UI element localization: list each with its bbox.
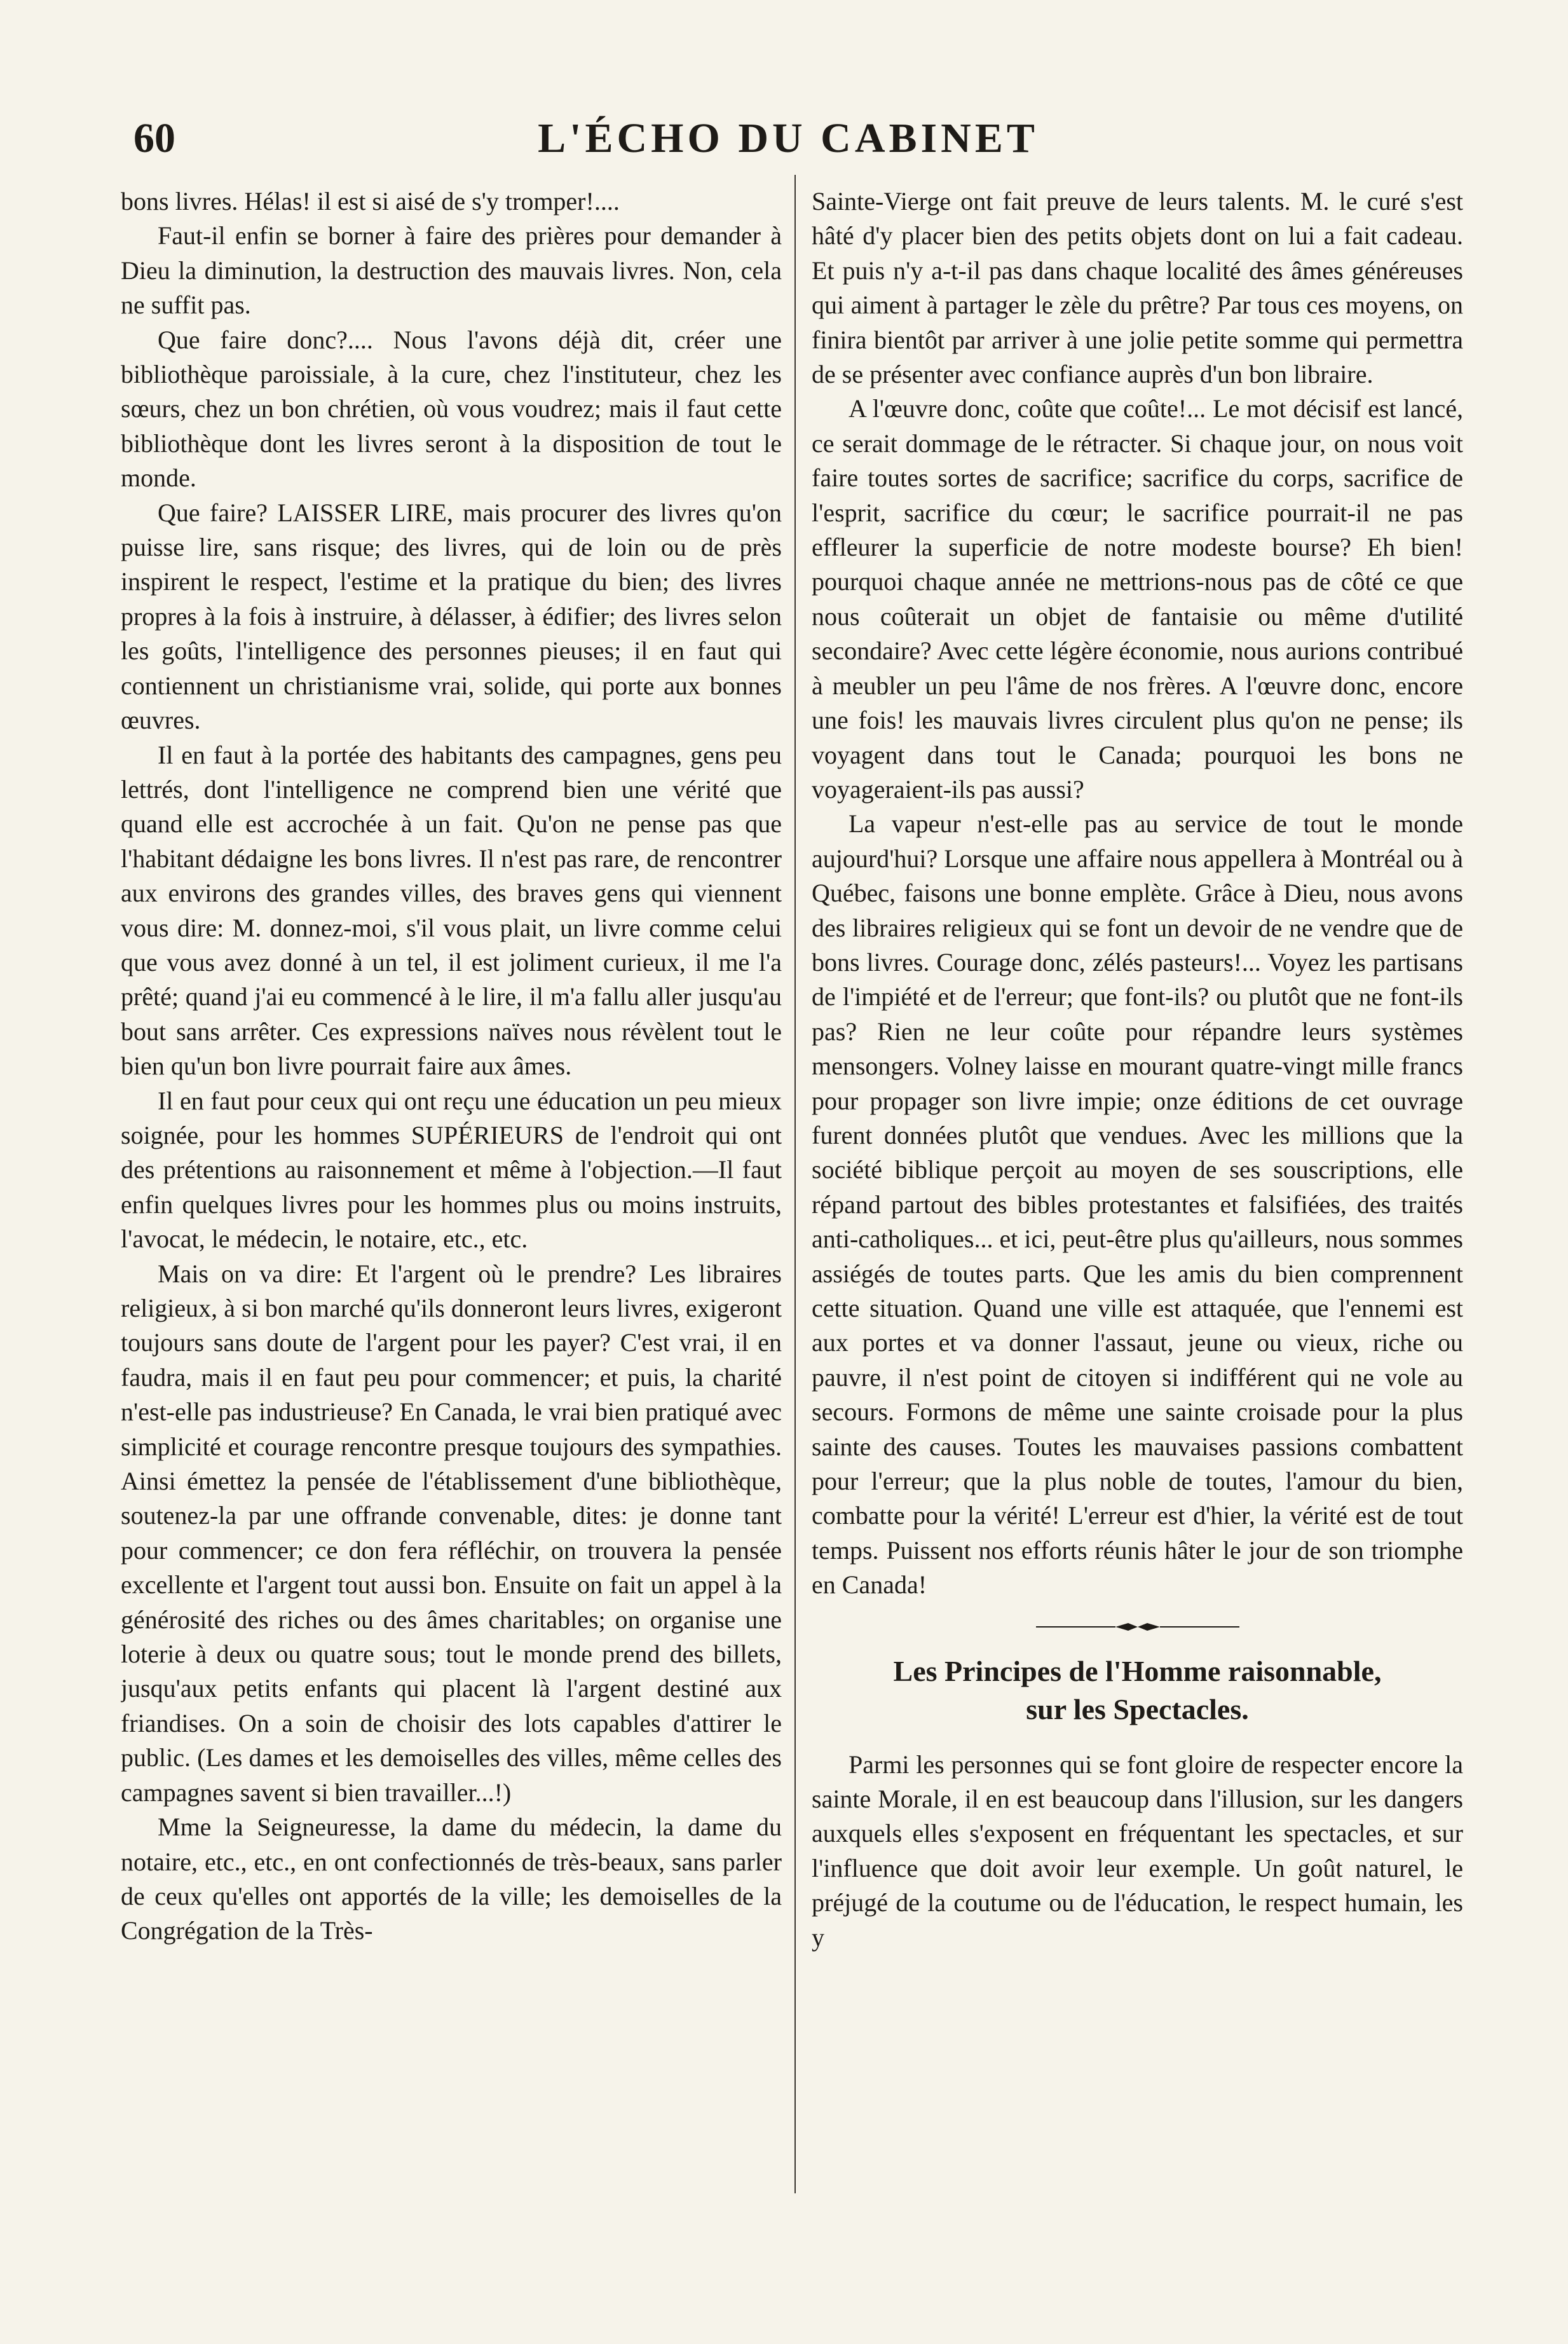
paragraph: Mme la Seigneuresse, la dame du médecin, la dame du notaire, etc., etc., en ont confectionnés de très-beaux, sans parler de ceux qu'elles ont apportés de la ville; les demoiselles de la Congrégation de la Très-: [121, 1813, 782, 1945]
page-header: [121, 102, 1456, 172]
ornament-rule-icon: [1036, 1621, 1239, 1633]
paragraph: Faut-il enfin se borner à faire des prières pour demander à Dieu la diminution, la destruction des mauvais livres. Non, cela ne suffit pas.: [121, 221, 782, 320]
paragraph: bons livres. Hélas! il est si aisé de s'y tromper!....: [121, 187, 620, 216]
paragraph: Que faire? LAISSER LIRE, mais procurer des livres qu'on puisse lire, sans risque; des livres, qui de loin ou de près inspirent le respect, l'estime et la pratique du bien; des livres propres à la fois à instruire, à délasser, à édifier; des livres selon les goûts, l'intelligence des personnes pieuses; il en faut qui contiennent un christianisme vrai, solide, qui porte aux bonnes œuvres.: [121, 498, 782, 735]
paragraph: Parmi les personnes qui se font gloire de respecter encore la sainte Morale, il en est beaucoup dans l'illusion, sur les dangers auxquels elles s'exposent en fréquentant les spectacles, et sur l'influence que doit avoir leur exemple. Un goût naturel, le préjugé de la coutume ou de l'éducation, le respect humain, les y: [812, 1750, 1463, 1952]
section-divider-ornament: [1036, 1621, 1239, 1633]
left-column: [121, 184, 782, 2193]
paragraph: Que faire donc?.... Nous l'avons déjà dit, créer une bibliothèque paroissiale, à la cure, chez l'instituteur, chez les sœurs, chez un bon chrétien, où vous voudrez; mais il faut cette bibliothèque dont les livres seront à la disposition de tout le monde.: [121, 325, 782, 493]
paragraph: Il en faut à la portée des habitants des campagnes, gens peu lettrés, dont l'intelligence ne comprend bien une vérité que quand elle est accrochée à un fait. Qu'on ne pense pas que l'habitant dédaigne les bons livres. Il n'est pas rare, de rencontrer aux environs des grandes villes, des braves gens qui viennent vous dire: M. donnez-moi, s'il vous plait, un livre comme celui que vous avez donné à un tel, il est joliment curieux, il me l'a prêté; quand j'ai eu commencé à le lire, il m'a fallu aller jusqu'au bout sans arrêter. Ces expressions naïves nous révèlent tout le bien qu'un bon livre pourrait faire aux âmes.: [121, 740, 782, 1081]
journal-title: L'ÉCHO DU CABINET: [538, 115, 1039, 161]
paragraph: Il en faut pour ceux qui ont reçu une éducation un peu mieux soignée, pour les hommes SUPÉRIEURS de l'endroit qui ont des prétentions au raisonnement et même à l'objection.—Il faut enfin quelques livres pour les hommes plus ou moins instruits, l'avocat, le médecin, le notaire, etc., etc.: [121, 1086, 782, 1254]
right-column: [794, 175, 1463, 2193]
section-title-line: sur les Spectacles.: [1026, 1692, 1249, 1725]
paragraph: La vapeur n'est-elle pas au service de tout le monde aujourd'hui? Lorsque une affaire nous appellera à Montréal ou à Québec, faisons une bonne emplète. Grâce à Dieu, nous avons des libraires religieux qui se font un devoir de ne vendre que de bons livres. Courage donc, zélés pasteurs!... Voyez les partisans de l'impiété et de l'erreur; que font-ils? ou plutôt que ne font-ils pas? Rien ne leur coûte pour répandre leurs systèmes mensongers. Volney laisse en mourant quatre-vingt mille francs pour propager son livre impie; onze éditions de cet ouvrage furent données plutôt que vendues. Avec les millions que la société biblique perçoit au moyen de ses souscriptions, elle répand partout des bibles protestantes et falsifiées, des traités anti-catholiques... et ici, peut-être plus qu'ailleurs, nous sommes assiégés de toutes parts. Que les amis du bien comprennent cette situation. Quand une ville est attaquée, que l'ennemi est aux portes et va donner l'assaut, jeune ou vieux, riche ou pauvre, il n'est point de citoyen si indifférent qui ne vole au secours. Formons de même une sainte croisade pour la plus sainte des causes. Toutes les mauvaises passions combattent pour l'erreur; que la plus noble de toutes, l'amour du bien, combatte pour la vérité! L'erreur est d'hier, la vérité est de tout temps. Puissent nos efforts réunis hâter le jour de son triomphe en Canada!: [812, 809, 1463, 1600]
page-number: 60: [133, 115, 175, 161]
paragraph: A l'œuvre donc, coûte que coûte!... Le mot décisif est lancé, ce serait dommage de le rétracter. Si chaque jour, on nous voit faire toutes sortes de sacrifice; sacrifice du corps, sacrifice de l'esprit, sacrifice du cœur; le sacrifice pourrait-il ne pas effleurer la superficie de notre modeste bourse? Eh bien! pourquoi chaque année ne mettrions-nous pas de côté ce que nous coûterait un objet de fantaisie ou même d'utilité secondaire? Avec cette légère économie, nous aurions contribué à meubler un peu l'âme de nos frères. A l'œuvre donc, encore une fois! les mauvais livres circulent plus qu'on ne pense; ils voyagent dans tout le Canada; pourquoi les bons ne voyageraient-ils pas aussi?: [812, 394, 1463, 804]
section-title: [812, 1652, 1463, 1729]
paragraph: Mais on va dire: Et l'argent où le prendre? Les libraires religieux, à si bon marché qu'ils donneront leurs livres, exigeront toujours sans doute de l'argent pour les payer? C'est vrai, il en faudra, mais il en faut peu pour commencer; et puis, la charité n'est-elle pas industrieuse? En Canada, le vrai bien pratiqué avec simplicité et courage rencontre presque toujours des sympathies. Ainsi émettez la pensée de l'établissement d'une bibliothèque, soutenez-la par une offrande convenable, dites: je donne tant pour commencer; ce don fera réfléchir, on trouvera la pensée excellente et l'argent tout aussi bon. Ensuite on fait un appel à la générosité des riches ou des âmes charitables; on organise une loterie à deux ou quatre sous; tout le monde prend des billets, jusqu'aux petits enfants qui placent là l'argent destiné aux friandises. On a soin de choisir des lots capables d'attirer le public. (Les dames et les demoiselles des villes, même celles des campagnes savent si bien travailler...!): [121, 1259, 782, 1807]
paragraph: Sainte-Vierge ont fait preuve de leurs talents. M. le curé s'est hâté d'y placer bien des petits objets dont on lui a fait cadeau. Et puis n'y a-t-il pas dans chaque localité des âmes généreuses qui aiment à partager le zèle du prêtre? Par tous ces moyens, on finira bientôt par arriver à une jolie petite somme qui permettra de se présenter avec confiance auprès d'un bon libraire.: [812, 187, 1463, 389]
section-title-line: Les Principes de l'Homme raisonnable,: [893, 1654, 1382, 1687]
